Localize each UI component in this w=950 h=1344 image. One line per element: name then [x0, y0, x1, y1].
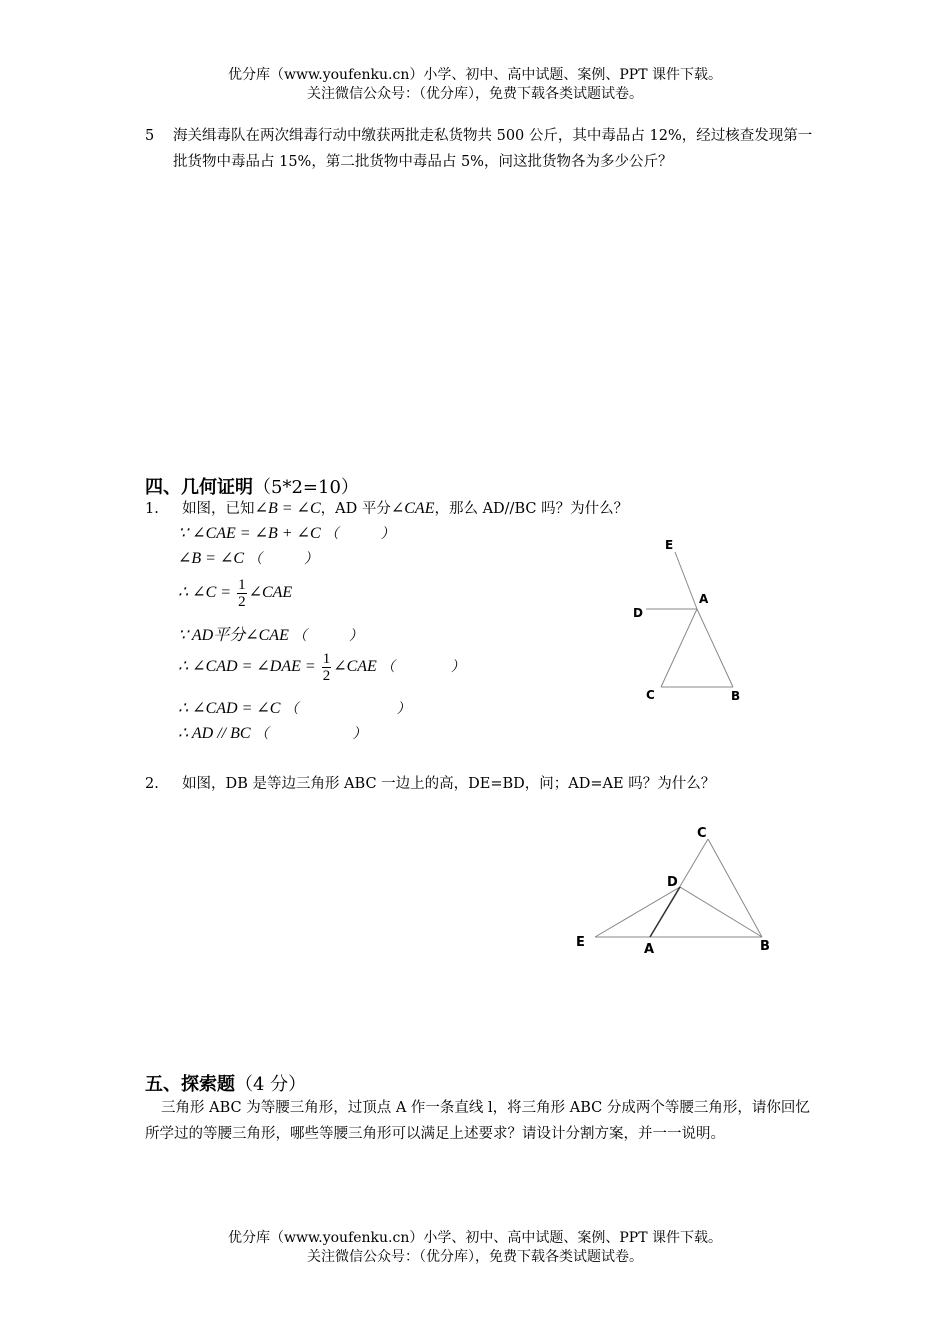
proof-question-1: [145, 496, 628, 522]
label-C: C: [646, 688, 655, 702]
fraction-numerator: 1: [322, 651, 331, 667]
proof-1-given: ∠B = ∠C: [254, 500, 321, 517]
label-D: D: [633, 606, 643, 620]
fraction-denominator: 2: [322, 668, 331, 684]
footer-line-2: 关注微信公众号：（优分库），免费下载各类试题试卷。: [307, 1249, 643, 1265]
fraction-half: [322, 651, 332, 684]
proof-1-number: 1.: [145, 501, 159, 517]
header-line-2: 关注微信公众号：（优分库），免费下载各类试题试卷。: [307, 86, 643, 102]
proof-step-5: [178, 651, 465, 684]
section-5-title: 五、探索题: [145, 1074, 235, 1095]
line-AB: [697, 609, 733, 687]
proof-1-text-c: ，那么 AD//BC 吗？为什么？: [434, 501, 629, 517]
line-AC: [661, 609, 697, 687]
question-5-text: 海关缉毒队在两次缉毒行动中缴获两批走私货物共 500 公斤，其中毒品占 12%，经过核查发现第一批货物中毒品占 15%，第二批货物中毒品占 5%，问这批货物各为多少公斤？: [173, 128, 813, 170]
proof-step-5-math-pre: ∴ ∠CAD = ∠DAE =: [178, 658, 320, 676]
proof-question-2: [145, 771, 715, 797]
header-line-1: 优分库（www.youfenku.cn）小学、初中、高中试题、案例、PPT 课件下载。: [227, 67, 722, 83]
proof-step-1-reason: （ ）: [324, 527, 395, 542]
label-A: A: [644, 942, 655, 957]
proof-step-4: [178, 622, 363, 645]
proof-step-2: [178, 548, 318, 568]
page-header: [0, 66, 950, 104]
proof-step-3-math-pre: ∴ ∠C =: [178, 584, 236, 602]
question-5-number: 5: [145, 128, 155, 144]
label-C: C: [697, 826, 707, 841]
fraction-half: [237, 577, 247, 610]
label-D: D: [667, 875, 678, 890]
proof-step-6-reason: （ ）: [284, 702, 411, 717]
label-E: E: [576, 935, 585, 950]
proof-1-text-b: ，AD 平分: [320, 501, 391, 517]
proof-step-7-reason: （ ）: [254, 727, 367, 742]
proof-step-6: [178, 698, 410, 718]
section-4-title: 四、几何证明: [145, 477, 253, 498]
line-DB: [680, 887, 762, 937]
proof-step-3: [178, 577, 292, 610]
proof-step-5-reason: （ ）: [380, 660, 465, 676]
proof-step-6-math: ∴ ∠CAD = ∠C: [178, 700, 281, 717]
label-E: E: [665, 538, 674, 552]
fraction-numerator: 1: [238, 577, 246, 593]
figure-2-triangle: [570, 815, 780, 965]
proof-step-4-reason: （ ）: [292, 629, 363, 644]
proof-step-7: [178, 723, 367, 743]
proof-step-5-math-post: ∠CAE: [333, 658, 377, 676]
footer-line-1: 优分库（www.youfenku.cn）小学、初中、高中试题、案例、PPT 课件下载。: [227, 1230, 722, 1246]
label-A: A: [699, 592, 709, 606]
proof-step-2-reason: （ ）: [248, 552, 319, 567]
proof-step-3-math-post: ∠CAE: [248, 584, 293, 602]
figure-1-triangle: [620, 530, 760, 710]
section-5-heading: [145, 1070, 306, 1096]
page-footer: [0, 1229, 950, 1267]
proof-1-text-a: 如图，已知: [182, 501, 255, 517]
section-4-points: （5*2=10）: [253, 477, 359, 498]
fraction-denominator: 2: [238, 594, 246, 610]
section-5-text: 三角形 ABC 为等腰三角形，过顶点 A 作一条直线 l，将三角形 ABC 分成两个等腰三角形，请你回忆所学过的等腰三角形，哪些等腰三角形可以满足上述要求？请设计分割方案，并一一说明。: [145, 1100, 810, 1142]
line-CB: [708, 839, 762, 937]
proof-step-1-math: ∵ ∠CAE = ∠B + ∠C: [178, 525, 321, 542]
label-B: B: [731, 689, 741, 703]
question-5: [145, 123, 815, 175]
line-EA: [675, 552, 697, 609]
proof-2-text: 如图，DB 是等边三角形 ABC 一边上的高，DE=BD，问；AD=AE 吗？为什么？: [182, 776, 716, 792]
label-B: B: [760, 939, 770, 954]
line-AD: [650, 887, 680, 937]
proof-2-number: 2.: [145, 776, 159, 792]
proof-step-1: [178, 523, 395, 543]
proof-step-2-math: ∠B = ∠C: [178, 550, 245, 567]
proof-1-angle: ∠CAE: [390, 500, 435, 517]
line-ED: [595, 887, 680, 937]
proof-step-4-math: ∵ AD平分∠CAE: [178, 627, 289, 644]
proof-step-7-math: ∴ AD // BC: [178, 725, 251, 742]
section-5-points: （4 分）: [235, 1074, 307, 1095]
